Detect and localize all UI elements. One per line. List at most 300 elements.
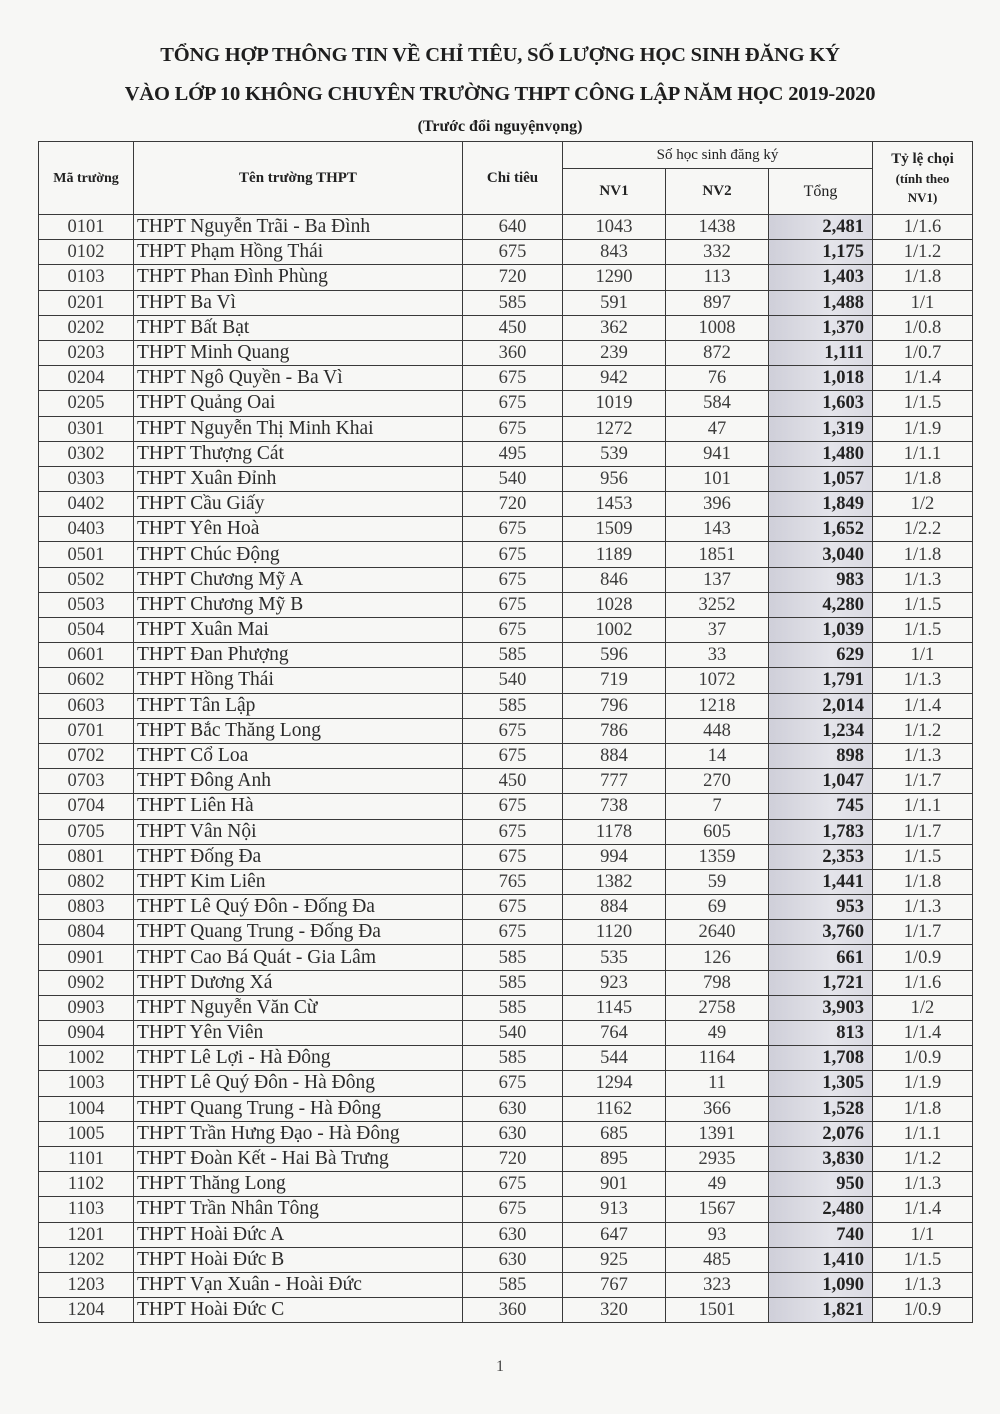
table-row <box>39 618 973 643</box>
cell-name: THPT Yên Viên <box>134 1021 463 1046</box>
cell-nv2: 2640 <box>666 920 769 945</box>
document-title-line1: TỔNG HỢP THÔNG TIN VỀ CHỈ TIÊU, SỐ LƯỢNG HỌC SINH ĐĂNG KÝ <box>160 44 840 66</box>
cell-ratio: 1/1.3 <box>873 1272 973 1297</box>
cell-nv1: 843 <box>563 240 666 265</box>
cell-ratio: 1/1.4 <box>873 1021 973 1046</box>
table-body <box>39 215 973 1323</box>
cell-total: 953 <box>769 895 873 920</box>
cell-total: 1,441 <box>769 869 873 894</box>
cell-total: 1,791 <box>769 668 873 693</box>
cell-code: 1002 <box>39 1046 134 1071</box>
cell-quota: 675 <box>463 1197 563 1222</box>
table-row <box>39 1222 973 1247</box>
cell-quota: 630 <box>463 1247 563 1272</box>
cell-name: THPT Bắc Thăng Long <box>134 718 463 743</box>
cell-total: 983 <box>769 567 873 592</box>
cell-ratio: 1/1.4 <box>873 1197 973 1222</box>
cell-nv1: 942 <box>563 366 666 391</box>
cell-code: 1004 <box>39 1096 134 1121</box>
cell-nv2: 485 <box>666 1247 769 1272</box>
cell-total: 1,111 <box>769 340 873 365</box>
cell-code: 0803 <box>39 895 134 920</box>
cell-code: 0202 <box>39 315 134 340</box>
header-nv2: NV2 <box>666 169 769 215</box>
cell-ratio: 1/1.5 <box>873 844 973 869</box>
cell-name: THPT Chúc Động <box>134 542 463 567</box>
table-row <box>39 920 973 945</box>
cell-name: THPT Minh Quang <box>134 340 463 365</box>
cell-nv1: 786 <box>563 718 666 743</box>
header-ratio-line1: Tỷ lệ chọi <box>891 150 954 167</box>
cell-code: 0504 <box>39 618 134 643</box>
cell-nv2: 2935 <box>666 1146 769 1171</box>
cell-ratio: 1/1.2 <box>873 240 973 265</box>
cell-quota: 675 <box>463 391 563 416</box>
document-subtitle: (Trước đổi nguyệnvọng) <box>417 118 583 135</box>
cell-total: 813 <box>769 1021 873 1046</box>
table-row <box>39 1172 973 1197</box>
cell-name: THPT Quang Trung - Đống Đa <box>134 920 463 945</box>
cell-code: 0101 <box>39 215 134 240</box>
header-code: Mã trường <box>39 142 134 215</box>
cell-ratio: 1/1.3 <box>873 567 973 592</box>
cell-nv1: 884 <box>563 895 666 920</box>
table-row <box>39 542 973 567</box>
cell-quota: 675 <box>463 1071 563 1096</box>
cell-nv2: 1438 <box>666 215 769 240</box>
cell-code: 0204 <box>39 366 134 391</box>
cell-code: 1101 <box>39 1146 134 1171</box>
cell-name: THPT Quảng Oai <box>134 391 463 416</box>
cell-nv2: 33 <box>666 643 769 668</box>
cell-quota: 720 <box>463 265 563 290</box>
cell-ratio: 1/1.5 <box>873 391 973 416</box>
cell-nv1: 1162 <box>563 1096 666 1121</box>
cell-name: THPT Thượng Cát <box>134 441 463 466</box>
cell-nv2: 1218 <box>666 693 769 718</box>
cell-quota: 675 <box>463 240 563 265</box>
cell-nv2: 584 <box>666 391 769 416</box>
cell-name: THPT Phan Đình Phùng <box>134 265 463 290</box>
cell-nv2: 872 <box>666 340 769 365</box>
cell-name: THPT Cổ Loa <box>134 743 463 768</box>
cell-nv2: 1072 <box>666 668 769 693</box>
cell-total: 740 <box>769 1222 873 1247</box>
cell-ratio: 1/1 <box>873 290 973 315</box>
cell-nv1: 764 <box>563 1021 666 1046</box>
cell-total: 3,040 <box>769 542 873 567</box>
cell-name: THPT Xuân Mai <box>134 618 463 643</box>
cell-ratio: 1/1.2 <box>873 1146 973 1171</box>
cell-quota: 495 <box>463 441 563 466</box>
table-row <box>39 366 973 391</box>
cell-ratio: 1/1.9 <box>873 1071 973 1096</box>
cell-ratio: 1/1.5 <box>873 592 973 617</box>
table-row <box>39 945 973 970</box>
cell-quota: 765 <box>463 869 563 894</box>
cell-nv2: 1359 <box>666 844 769 869</box>
cell-total: 2,076 <box>769 1121 873 1146</box>
table-row <box>39 290 973 315</box>
cell-nv1: 846 <box>563 567 666 592</box>
cell-total: 2,353 <box>769 844 873 869</box>
cell-name: THPT Thăng Long <box>134 1172 463 1197</box>
table-row <box>39 743 973 768</box>
cell-code: 0901 <box>39 945 134 970</box>
table-row <box>39 1096 973 1121</box>
table-row <box>39 567 973 592</box>
cell-nv2: 396 <box>666 492 769 517</box>
cell-code: 0203 <box>39 340 134 365</box>
cell-name: THPT Yên Hoà <box>134 517 463 542</box>
cell-code: 1005 <box>39 1121 134 1146</box>
cell-nv1: 647 <box>563 1222 666 1247</box>
cell-total: 950 <box>769 1172 873 1197</box>
cell-quota: 675 <box>463 920 563 945</box>
cell-ratio: 1/1.7 <box>873 920 973 945</box>
cell-nv2: 448 <box>666 718 769 743</box>
cell-quota: 675 <box>463 592 563 617</box>
table-row <box>39 1146 973 1171</box>
table-row <box>39 1197 973 1222</box>
cell-nv1: 994 <box>563 844 666 869</box>
cell-nv1: 895 <box>563 1146 666 1171</box>
cell-ratio: 1/0.9 <box>873 1046 973 1071</box>
cell-code: 0302 <box>39 441 134 466</box>
cell-total: 2,480 <box>769 1197 873 1222</box>
table-row <box>39 517 973 542</box>
cell-total: 1,234 <box>769 718 873 743</box>
cell-name: THPT Đống Đa <box>134 844 463 869</box>
cell-code: 0801 <box>39 844 134 869</box>
cell-nv2: 76 <box>666 366 769 391</box>
cell-code: 0403 <box>39 517 134 542</box>
cell-nv2: 49 <box>666 1021 769 1046</box>
cell-code: 1202 <box>39 1247 134 1272</box>
cell-ratio: 1/1.6 <box>873 970 973 995</box>
cell-total: 1,480 <box>769 441 873 466</box>
cell-nv2: 93 <box>666 1222 769 1247</box>
cell-quota: 630 <box>463 1222 563 1247</box>
cell-quota: 585 <box>463 693 563 718</box>
cell-nv1: 1189 <box>563 542 666 567</box>
cell-quota: 585 <box>463 1046 563 1071</box>
table-row <box>39 844 973 869</box>
table-row <box>39 215 973 240</box>
cell-quota: 360 <box>463 340 563 365</box>
cell-name: THPT Hoài Đức C <box>134 1298 463 1323</box>
cell-code: 0503 <box>39 592 134 617</box>
cell-code: 1201 <box>39 1222 134 1247</box>
cell-quota: 720 <box>463 492 563 517</box>
cell-code: 0705 <box>39 819 134 844</box>
table-row <box>39 315 973 340</box>
header-total: Tổng <box>769 169 873 215</box>
cell-quota: 630 <box>463 1096 563 1121</box>
cell-quota: 675 <box>463 1172 563 1197</box>
cell-nv1: 1043 <box>563 215 666 240</box>
cell-total: 898 <box>769 743 873 768</box>
cell-quota: 675 <box>463 542 563 567</box>
table-row <box>39 794 973 819</box>
header-quota: Chỉ tiêu <box>463 142 563 215</box>
cell-nv2: 366 <box>666 1096 769 1121</box>
cell-nv1: 1272 <box>563 416 666 441</box>
cell-nv1: 596 <box>563 643 666 668</box>
cell-code: 1203 <box>39 1272 134 1297</box>
cell-code: 0802 <box>39 869 134 894</box>
cell-ratio: 1/1 <box>873 1222 973 1247</box>
cell-ratio: 1/1.1 <box>873 1121 973 1146</box>
table-row <box>39 416 973 441</box>
cell-nv1: 1178 <box>563 819 666 844</box>
cell-nv1: 362 <box>563 315 666 340</box>
cell-total: 1,410 <box>769 1247 873 1272</box>
cell-name: THPT Cầu Giấy <box>134 492 463 517</box>
cell-total: 1,403 <box>769 265 873 290</box>
cell-nv1: 925 <box>563 1247 666 1272</box>
cell-nv2: 47 <box>666 416 769 441</box>
cell-nv1: 539 <box>563 441 666 466</box>
cell-name: THPT Lê Quý Đôn - Hà Đông <box>134 1071 463 1096</box>
table-row <box>39 718 973 743</box>
cell-total: 661 <box>769 945 873 970</box>
cell-nv2: 1851 <box>666 542 769 567</box>
cell-code: 0502 <box>39 567 134 592</box>
cell-ratio: 1/0.9 <box>873 945 973 970</box>
cell-nv2: 11 <box>666 1071 769 1096</box>
cell-nv1: 738 <box>563 794 666 819</box>
cell-quota: 585 <box>463 970 563 995</box>
cell-code: 1102 <box>39 1172 134 1197</box>
cell-name: THPT Liên Hà <box>134 794 463 819</box>
cell-ratio: 1/1.5 <box>873 1247 973 1272</box>
cell-code: 0804 <box>39 920 134 945</box>
cell-ratio: 1/1.3 <box>873 895 973 920</box>
cell-name: THPT Xuân Đỉnh <box>134 466 463 491</box>
table-row <box>39 1272 973 1297</box>
cell-nv1: 1019 <box>563 391 666 416</box>
cell-code: 0102 <box>39 240 134 265</box>
cell-ratio: 1/1.1 <box>873 794 973 819</box>
cell-code: 0103 <box>39 265 134 290</box>
table-row <box>39 340 973 365</box>
cell-nv2: 126 <box>666 945 769 970</box>
cell-total: 629 <box>769 643 873 668</box>
cell-quota: 675 <box>463 517 563 542</box>
cell-name: THPT Nguyễn Văn Cừ <box>134 995 463 1020</box>
cell-nv1: 1002 <box>563 618 666 643</box>
table-row <box>39 391 973 416</box>
cell-nv2: 798 <box>666 970 769 995</box>
cell-ratio: 1/0.7 <box>873 340 973 365</box>
cell-nv1: 956 <box>563 466 666 491</box>
cell-name: THPT Đan Phượng <box>134 643 463 668</box>
cell-ratio: 1/1 <box>873 643 973 668</box>
cell-quota: 640 <box>463 215 563 240</box>
cell-ratio: 1/1.4 <box>873 366 973 391</box>
cell-name: THPT Trần Hưng Đạo - Hà Đông <box>134 1121 463 1146</box>
header-ratio-line2: (tính theo <box>895 170 950 186</box>
table-row <box>39 1046 973 1071</box>
cell-quota: 540 <box>463 466 563 491</box>
cell-ratio: 1/0.9 <box>873 1298 973 1323</box>
cell-total: 1,821 <box>769 1298 873 1323</box>
cell-name: THPT Vân Nội <box>134 819 463 844</box>
cell-name: THPT Kim Liên <box>134 869 463 894</box>
cell-total: 1,305 <box>769 1071 873 1096</box>
cell-name: THPT Tân Lập <box>134 693 463 718</box>
cell-total: 1,652 <box>769 517 873 542</box>
cell-nv1: 320 <box>563 1298 666 1323</box>
cell-quota: 675 <box>463 794 563 819</box>
table-row <box>39 441 973 466</box>
cell-ratio: 1/1.3 <box>873 1172 973 1197</box>
cell-name: THPT Vạn Xuân - Hoài Đức <box>134 1272 463 1297</box>
cell-quota: 585 <box>463 290 563 315</box>
cell-total: 3,830 <box>769 1146 873 1171</box>
cell-ratio: 1/1.8 <box>873 869 973 894</box>
cell-nv1: 1453 <box>563 492 666 517</box>
cell-nv2: 1164 <box>666 1046 769 1071</box>
table-row <box>39 769 973 794</box>
cell-quota: 585 <box>463 945 563 970</box>
cell-ratio: 1/2.2 <box>873 517 973 542</box>
cell-ratio: 1/0.8 <box>873 315 973 340</box>
table-row <box>39 240 973 265</box>
cell-ratio: 1/2 <box>873 492 973 517</box>
cell-quota: 675 <box>463 567 563 592</box>
cell-code: 0301 <box>39 416 134 441</box>
page-number: 1 <box>496 1358 504 1375</box>
cell-nv1: 1145 <box>563 995 666 1020</box>
cell-ratio: 1/1.9 <box>873 416 973 441</box>
cell-total: 1,090 <box>769 1272 873 1297</box>
cell-nv1: 1290 <box>563 265 666 290</box>
cell-name: THPT Ba Vì <box>134 290 463 315</box>
cell-name: THPT Lê Lợi - Hà Đông <box>134 1046 463 1071</box>
table-row <box>39 819 973 844</box>
cell-ratio: 1/1.8 <box>873 1096 973 1121</box>
cell-nv2: 897 <box>666 290 769 315</box>
cell-nv2: 37 <box>666 618 769 643</box>
header-nv1: NV1 <box>563 169 666 215</box>
cell-quota: 450 <box>463 769 563 794</box>
cell-quota: 675 <box>463 895 563 920</box>
cell-nv2: 323 <box>666 1272 769 1297</box>
cell-total: 745 <box>769 794 873 819</box>
cell-nv2: 605 <box>666 819 769 844</box>
cell-name: THPT Cao Bá Quát - Gia Lâm <box>134 945 463 970</box>
cell-ratio: 1/1.7 <box>873 769 973 794</box>
cell-code: 0701 <box>39 718 134 743</box>
cell-nv1: 535 <box>563 945 666 970</box>
cell-ratio: 1/1.5 <box>873 618 973 643</box>
cell-quota: 540 <box>463 1021 563 1046</box>
cell-nv1: 1509 <box>563 517 666 542</box>
table-row <box>39 693 973 718</box>
cell-ratio: 1/1.6 <box>873 215 973 240</box>
table-row <box>39 1298 973 1323</box>
registration-table <box>38 141 973 1323</box>
cell-code: 0903 <box>39 995 134 1020</box>
table-row <box>39 492 973 517</box>
cell-name: THPT Chương Mỹ A <box>134 567 463 592</box>
cell-total: 1,488 <box>769 290 873 315</box>
cell-total: 1,849 <box>769 492 873 517</box>
cell-nv2: 59 <box>666 869 769 894</box>
cell-nv1: 796 <box>563 693 666 718</box>
table-row <box>39 1021 973 1046</box>
cell-nv1: 1382 <box>563 869 666 894</box>
cell-name: THPT Ngô Quyền - Ba Vì <box>134 366 463 391</box>
cell-code: 0702 <box>39 743 134 768</box>
cell-ratio: 1/1.1 <box>873 441 973 466</box>
cell-quota: 675 <box>463 416 563 441</box>
table-row <box>39 970 973 995</box>
cell-total: 1,018 <box>769 366 873 391</box>
cell-code: 1003 <box>39 1071 134 1096</box>
cell-name: THPT Hoài Đức A <box>134 1222 463 1247</box>
cell-code: 0501 <box>39 542 134 567</box>
cell-name: THPT Bất Bạt <box>134 315 463 340</box>
cell-total: 1,039 <box>769 618 873 643</box>
cell-nv1: 777 <box>563 769 666 794</box>
table-row <box>39 895 973 920</box>
cell-ratio: 1/1.8 <box>873 542 973 567</box>
cell-quota: 585 <box>463 643 563 668</box>
cell-quota: 675 <box>463 743 563 768</box>
cell-code: 1204 <box>39 1298 134 1323</box>
cell-total: 1,721 <box>769 970 873 995</box>
cell-total: 1,319 <box>769 416 873 441</box>
header-ratio <box>873 142 973 215</box>
table-row <box>39 668 973 693</box>
cell-name: THPT Nguyễn Trãi - Ba Đình <box>134 215 463 240</box>
cell-nv2: 1501 <box>666 1298 769 1323</box>
cell-code: 0201 <box>39 290 134 315</box>
cell-nv1: 544 <box>563 1046 666 1071</box>
cell-nv1: 719 <box>563 668 666 693</box>
cell-ratio: 1/1.3 <box>873 668 973 693</box>
header-registered-group: Số học sinh đăng ký <box>563 142 873 169</box>
cell-name: THPT Đoàn Kết - Hai Bà Trưng <box>134 1146 463 1171</box>
cell-quota: 450 <box>463 315 563 340</box>
table-row <box>39 995 973 1020</box>
cell-nv1: 1028 <box>563 592 666 617</box>
cell-ratio: 1/1.3 <box>873 743 973 768</box>
cell-ratio: 1/1.4 <box>873 693 973 718</box>
cell-total: 1,370 <box>769 315 873 340</box>
cell-total: 1,175 <box>769 240 873 265</box>
cell-total: 1,708 <box>769 1046 873 1071</box>
cell-nv2: 941 <box>666 441 769 466</box>
cell-nv1: 239 <box>563 340 666 365</box>
cell-total: 2,014 <box>769 693 873 718</box>
cell-nv1: 685 <box>563 1121 666 1146</box>
cell-name: THPT Chương Mỹ B <box>134 592 463 617</box>
cell-nv1: 1120 <box>563 920 666 945</box>
cell-name: THPT Quang Trung - Hà Đông <box>134 1096 463 1121</box>
cell-nv1: 1294 <box>563 1071 666 1096</box>
cell-code: 0904 <box>39 1021 134 1046</box>
cell-nv2: 270 <box>666 769 769 794</box>
table-row <box>39 265 973 290</box>
cell-ratio: 1/1.7 <box>873 819 973 844</box>
cell-name: THPT Dương Xá <box>134 970 463 995</box>
cell-code: 0205 <box>39 391 134 416</box>
cell-code: 0602 <box>39 668 134 693</box>
